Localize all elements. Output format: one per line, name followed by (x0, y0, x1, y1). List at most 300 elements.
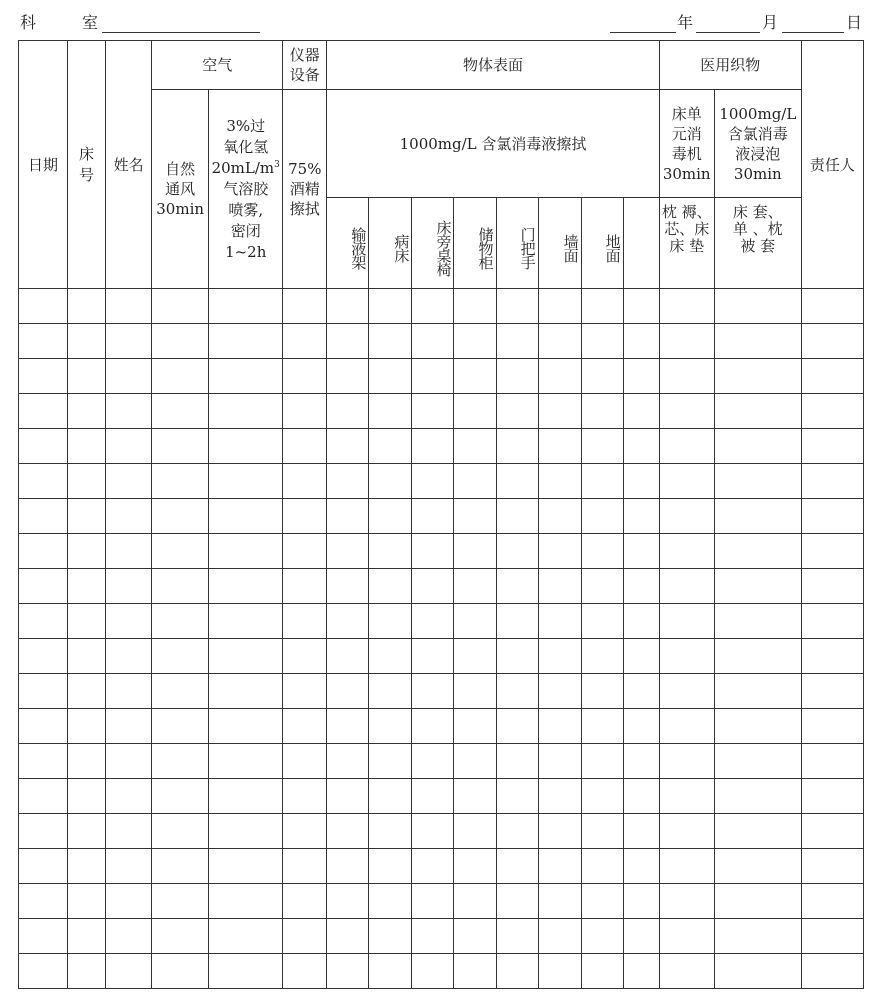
table-cell[interactable] (581, 639, 623, 674)
table-cell[interactable] (581, 604, 623, 639)
dept-blank[interactable] (102, 32, 260, 33)
table-cell[interactable] (496, 709, 538, 744)
table-cell[interactable] (496, 289, 538, 324)
table-cell[interactable] (152, 849, 209, 884)
table-cell[interactable] (538, 464, 581, 499)
table-cell[interactable] (68, 499, 106, 534)
table-cell[interactable] (581, 569, 623, 604)
table-cell[interactable] (19, 499, 68, 534)
table-cell[interactable] (283, 884, 327, 919)
table-cell[interactable] (106, 779, 152, 814)
table-cell[interactable] (209, 534, 283, 569)
table-cell[interactable] (714, 814, 801, 849)
table-cell[interactable] (714, 744, 801, 779)
table-cell[interactable] (581, 744, 623, 779)
table-cell[interactable] (68, 639, 106, 674)
table-cell[interactable] (659, 499, 714, 534)
table-cell[interactable] (283, 639, 327, 674)
table-cell[interactable] (19, 954, 68, 989)
table-cell[interactable] (283, 814, 327, 849)
table-cell[interactable] (19, 429, 68, 464)
table-cell[interactable] (623, 604, 659, 639)
table-cell[interactable] (496, 499, 538, 534)
table-cell[interactable] (19, 639, 68, 674)
table-cell[interactable] (623, 464, 659, 499)
table-cell[interactable] (623, 359, 659, 394)
table-cell[interactable] (714, 954, 801, 989)
table-cell[interactable] (209, 394, 283, 429)
table-cell[interactable] (623, 569, 659, 604)
table-cell[interactable] (623, 429, 659, 464)
table-cell[interactable] (19, 359, 68, 394)
table-cell[interactable] (106, 534, 152, 569)
year-blank[interactable] (610, 32, 676, 33)
table-cell[interactable] (106, 359, 152, 394)
table-cell[interactable] (801, 779, 863, 814)
table-cell[interactable] (714, 499, 801, 534)
table-cell[interactable] (659, 639, 714, 674)
table-cell[interactable] (801, 709, 863, 744)
table-cell[interactable] (496, 569, 538, 604)
table-cell[interactable] (369, 289, 412, 324)
table-cell[interactable] (659, 534, 714, 569)
table-cell[interactable] (659, 464, 714, 499)
table-cell[interactable] (581, 674, 623, 709)
table-cell[interactable] (454, 814, 496, 849)
table-cell[interactable] (68, 919, 106, 954)
table-cell[interactable] (209, 324, 283, 359)
table-cell[interactable] (538, 674, 581, 709)
table-cell[interactable] (538, 394, 581, 429)
table-cell[interactable] (412, 324, 454, 359)
table-cell[interactable] (496, 534, 538, 569)
table-cell[interactable] (801, 604, 863, 639)
table-cell[interactable] (496, 639, 538, 674)
table-cell[interactable] (68, 534, 106, 569)
table-cell[interactable] (412, 359, 454, 394)
table-cell[interactable] (454, 639, 496, 674)
table-cell[interactable] (581, 709, 623, 744)
table-cell[interactable] (152, 779, 209, 814)
table-cell[interactable] (369, 744, 412, 779)
table-cell[interactable] (454, 674, 496, 709)
table-cell[interactable] (581, 289, 623, 324)
table-cell[interactable] (659, 884, 714, 919)
table-cell[interactable] (19, 534, 68, 569)
table-cell[interactable] (152, 359, 209, 394)
table-cell[interactable] (68, 324, 106, 359)
table-cell[interactable] (623, 744, 659, 779)
table-cell[interactable] (659, 604, 714, 639)
table-cell[interactable] (454, 534, 496, 569)
table-cell[interactable] (369, 324, 412, 359)
table-cell[interactable] (106, 954, 152, 989)
table-cell[interactable] (106, 394, 152, 429)
table-cell[interactable] (19, 604, 68, 639)
table-cell[interactable] (496, 919, 538, 954)
table-cell[interactable] (801, 429, 863, 464)
table-cell[interactable] (659, 674, 714, 709)
table-cell[interactable] (327, 954, 369, 989)
table-cell[interactable] (68, 289, 106, 324)
table-cell[interactable] (801, 884, 863, 919)
table-cell[interactable] (623, 499, 659, 534)
table-cell[interactable] (283, 744, 327, 779)
table-cell[interactable] (327, 779, 369, 814)
table-cell[interactable] (714, 429, 801, 464)
table-cell[interactable] (538, 324, 581, 359)
table-cell[interactable] (209, 464, 283, 499)
table-cell[interactable] (496, 674, 538, 709)
table-cell[interactable] (623, 884, 659, 919)
table-cell[interactable] (538, 814, 581, 849)
table-cell[interactable] (454, 324, 496, 359)
table-cell[interactable] (19, 919, 68, 954)
table-cell[interactable] (714, 289, 801, 324)
table-cell[interactable] (538, 359, 581, 394)
table-cell[interactable] (496, 604, 538, 639)
table-cell[interactable] (68, 394, 106, 429)
table-cell[interactable] (581, 779, 623, 814)
table-cell[interactable] (152, 639, 209, 674)
table-cell[interactable] (801, 499, 863, 534)
table-cell[interactable] (209, 674, 283, 709)
table-cell[interactable] (209, 639, 283, 674)
table-cell[interactable] (327, 569, 369, 604)
table-cell[interactable] (714, 324, 801, 359)
table-cell[interactable] (106, 604, 152, 639)
table-cell[interactable] (623, 534, 659, 569)
table-cell[interactable] (327, 814, 369, 849)
table-cell[interactable] (581, 534, 623, 569)
table-cell[interactable] (369, 569, 412, 604)
table-cell[interactable] (152, 534, 209, 569)
table-cell[interactable] (327, 394, 369, 429)
table-cell[interactable] (327, 919, 369, 954)
table-cell[interactable] (283, 674, 327, 709)
table-cell[interactable] (714, 604, 801, 639)
table-cell[interactable] (19, 324, 68, 359)
table-cell[interactable] (412, 814, 454, 849)
table-cell[interactable] (659, 569, 714, 604)
table-cell[interactable] (801, 919, 863, 954)
table-cell[interactable] (496, 324, 538, 359)
table-cell[interactable] (369, 674, 412, 709)
table-cell[interactable] (659, 954, 714, 989)
table-cell[interactable] (412, 464, 454, 499)
table-cell[interactable] (623, 779, 659, 814)
table-cell[interactable] (412, 884, 454, 919)
table-cell[interactable] (714, 569, 801, 604)
table-cell[interactable] (538, 604, 581, 639)
table-cell[interactable] (327, 744, 369, 779)
table-cell[interactable] (538, 569, 581, 604)
table-cell[interactable] (623, 394, 659, 429)
table-cell[interactable] (68, 709, 106, 744)
table-cell[interactable] (369, 709, 412, 744)
table-cell[interactable] (659, 289, 714, 324)
table-cell[interactable] (283, 954, 327, 989)
table-cell[interactable] (659, 359, 714, 394)
table-cell[interactable] (412, 709, 454, 744)
table-cell[interactable] (581, 429, 623, 464)
table-cell[interactable] (19, 849, 68, 884)
table-cell[interactable] (496, 429, 538, 464)
table-cell[interactable] (801, 289, 863, 324)
table-cell[interactable] (152, 919, 209, 954)
table-cell[interactable] (369, 604, 412, 639)
table-cell[interactable] (68, 569, 106, 604)
table-cell[interactable] (454, 604, 496, 639)
table-cell[interactable] (659, 324, 714, 359)
table-cell[interactable] (454, 954, 496, 989)
table-cell[interactable] (538, 849, 581, 884)
table-cell[interactable] (19, 674, 68, 709)
table-cell[interactable] (581, 884, 623, 919)
table-cell[interactable] (623, 709, 659, 744)
table-cell[interactable] (581, 464, 623, 499)
table-cell[interactable] (581, 499, 623, 534)
table-cell[interactable] (68, 464, 106, 499)
table-cell[interactable] (714, 359, 801, 394)
table-cell[interactable] (283, 919, 327, 954)
table-cell[interactable] (19, 569, 68, 604)
table-cell[interactable] (412, 744, 454, 779)
table-cell[interactable] (581, 814, 623, 849)
table-cell[interactable] (19, 884, 68, 919)
table-cell[interactable] (106, 639, 152, 674)
table-cell[interactable] (152, 394, 209, 429)
table-cell[interactable] (538, 289, 581, 324)
table-cell[interactable] (623, 639, 659, 674)
table-cell[interactable] (152, 289, 209, 324)
table-cell[interactable] (801, 359, 863, 394)
table-cell[interactable] (209, 884, 283, 919)
table-cell[interactable] (19, 814, 68, 849)
table-cell[interactable] (538, 919, 581, 954)
table-cell[interactable] (327, 709, 369, 744)
table-cell[interactable] (327, 674, 369, 709)
table-cell[interactable] (369, 919, 412, 954)
table-cell[interactable] (152, 499, 209, 534)
table-cell[interactable] (68, 814, 106, 849)
table-cell[interactable] (623, 954, 659, 989)
table-cell[interactable] (538, 779, 581, 814)
table-cell[interactable] (659, 394, 714, 429)
table-cell[interactable] (152, 709, 209, 744)
table-cell[interactable] (152, 464, 209, 499)
table-cell[interactable] (454, 919, 496, 954)
table-cell[interactable] (801, 674, 863, 709)
table-cell[interactable] (714, 849, 801, 884)
table-cell[interactable] (106, 324, 152, 359)
table-cell[interactable] (68, 674, 106, 709)
table-cell[interactable] (209, 709, 283, 744)
table-cell[interactable] (659, 814, 714, 849)
table-cell[interactable] (152, 674, 209, 709)
table-cell[interactable] (581, 394, 623, 429)
table-cell[interactable] (283, 534, 327, 569)
table-cell[interactable] (412, 639, 454, 674)
table-cell[interactable] (538, 744, 581, 779)
table-cell[interactable] (369, 779, 412, 814)
table-cell[interactable] (581, 359, 623, 394)
table-cell[interactable] (496, 954, 538, 989)
table-cell[interactable] (152, 814, 209, 849)
table-cell[interactable] (454, 499, 496, 534)
table-cell[interactable] (801, 954, 863, 989)
table-cell[interactable] (412, 849, 454, 884)
table-cell[interactable] (454, 744, 496, 779)
table-cell[interactable] (369, 954, 412, 989)
table-cell[interactable] (369, 359, 412, 394)
table-cell[interactable] (659, 744, 714, 779)
table-cell[interactable] (412, 499, 454, 534)
table-cell[interactable] (152, 429, 209, 464)
table-cell[interactable] (152, 954, 209, 989)
table-cell[interactable] (369, 464, 412, 499)
table-cell[interactable] (496, 394, 538, 429)
table-cell[interactable] (19, 394, 68, 429)
table-cell[interactable] (538, 884, 581, 919)
table-cell[interactable] (369, 429, 412, 464)
table-cell[interactable] (369, 534, 412, 569)
table-cell[interactable] (209, 569, 283, 604)
table-cell[interactable] (209, 779, 283, 814)
day-blank[interactable] (782, 32, 844, 33)
table-cell[interactable] (68, 604, 106, 639)
table-cell[interactable] (283, 849, 327, 884)
table-cell[interactable] (106, 289, 152, 324)
table-cell[interactable] (801, 639, 863, 674)
table-cell[interactable] (714, 779, 801, 814)
table-cell[interactable] (412, 394, 454, 429)
table-cell[interactable] (623, 814, 659, 849)
table-cell[interactable] (369, 884, 412, 919)
table-cell[interactable] (68, 884, 106, 919)
table-cell[interactable] (283, 709, 327, 744)
table-cell[interactable] (152, 324, 209, 359)
table-cell[interactable] (412, 779, 454, 814)
table-cell[interactable] (538, 639, 581, 674)
table-cell[interactable] (659, 429, 714, 464)
table-cell[interactable] (496, 814, 538, 849)
table-cell[interactable] (106, 429, 152, 464)
table-cell[interactable] (152, 884, 209, 919)
table-cell[interactable] (19, 744, 68, 779)
table-cell[interactable] (327, 884, 369, 919)
table-cell[interactable] (496, 744, 538, 779)
table-cell[interactable] (327, 464, 369, 499)
table-cell[interactable] (106, 709, 152, 744)
table-cell[interactable] (801, 744, 863, 779)
table-cell[interactable] (659, 849, 714, 884)
table-cell[interactable] (659, 709, 714, 744)
table-cell[interactable] (714, 394, 801, 429)
table-cell[interactable] (412, 604, 454, 639)
table-cell[interactable] (106, 744, 152, 779)
table-cell[interactable] (496, 884, 538, 919)
table-cell[interactable] (581, 954, 623, 989)
table-cell[interactable] (412, 289, 454, 324)
table-cell[interactable] (496, 464, 538, 499)
table-cell[interactable] (106, 569, 152, 604)
table-cell[interactable] (623, 674, 659, 709)
table-cell[interactable] (68, 954, 106, 989)
table-cell[interactable] (714, 534, 801, 569)
table-cell[interactable] (412, 534, 454, 569)
table-cell[interactable] (283, 464, 327, 499)
table-cell[interactable] (454, 289, 496, 324)
table-cell[interactable] (327, 289, 369, 324)
table-cell[interactable] (454, 464, 496, 499)
table-cell[interactable] (152, 744, 209, 779)
table-cell[interactable] (412, 674, 454, 709)
table-cell[interactable] (68, 779, 106, 814)
table-cell[interactable] (623, 849, 659, 884)
table-cell[interactable] (801, 849, 863, 884)
table-cell[interactable] (369, 499, 412, 534)
table-cell[interactable] (68, 744, 106, 779)
table-cell[interactable] (623, 919, 659, 954)
table-cell[interactable] (538, 534, 581, 569)
table-cell[interactable] (19, 779, 68, 814)
table-cell[interactable] (327, 849, 369, 884)
table-cell[interactable] (209, 359, 283, 394)
table-cell[interactable] (496, 849, 538, 884)
table-cell[interactable] (412, 569, 454, 604)
table-cell[interactable] (327, 429, 369, 464)
table-cell[interactable] (496, 779, 538, 814)
table-cell[interactable] (454, 359, 496, 394)
table-cell[interactable] (714, 639, 801, 674)
table-cell[interactable] (106, 464, 152, 499)
table-cell[interactable] (106, 919, 152, 954)
table-cell[interactable] (283, 394, 327, 429)
table-cell[interactable] (714, 884, 801, 919)
table-cell[interactable] (327, 534, 369, 569)
table-cell[interactable] (496, 359, 538, 394)
table-cell[interactable] (209, 919, 283, 954)
table-cell[interactable] (454, 884, 496, 919)
table-cell[interactable] (801, 464, 863, 499)
table-cell[interactable] (19, 289, 68, 324)
table-cell[interactable] (714, 709, 801, 744)
table-cell[interactable] (659, 779, 714, 814)
table-cell[interactable] (538, 429, 581, 464)
table-cell[interactable] (327, 499, 369, 534)
table-cell[interactable] (454, 849, 496, 884)
table-cell[interactable] (538, 499, 581, 534)
table-cell[interactable] (327, 639, 369, 674)
table-cell[interactable] (283, 359, 327, 394)
table-cell[interactable] (801, 394, 863, 429)
table-cell[interactable] (369, 394, 412, 429)
table-cell[interactable] (209, 499, 283, 534)
table-cell[interactable] (106, 499, 152, 534)
table-cell[interactable] (581, 919, 623, 954)
table-cell[interactable] (538, 709, 581, 744)
table-cell[interactable] (209, 744, 283, 779)
table-cell[interactable] (106, 814, 152, 849)
table-cell[interactable] (68, 849, 106, 884)
table-cell[interactable] (369, 814, 412, 849)
table-cell[interactable] (623, 289, 659, 324)
table-cell[interactable] (714, 464, 801, 499)
table-cell[interactable] (327, 324, 369, 359)
table-cell[interactable] (283, 289, 327, 324)
table-cell[interactable] (106, 674, 152, 709)
